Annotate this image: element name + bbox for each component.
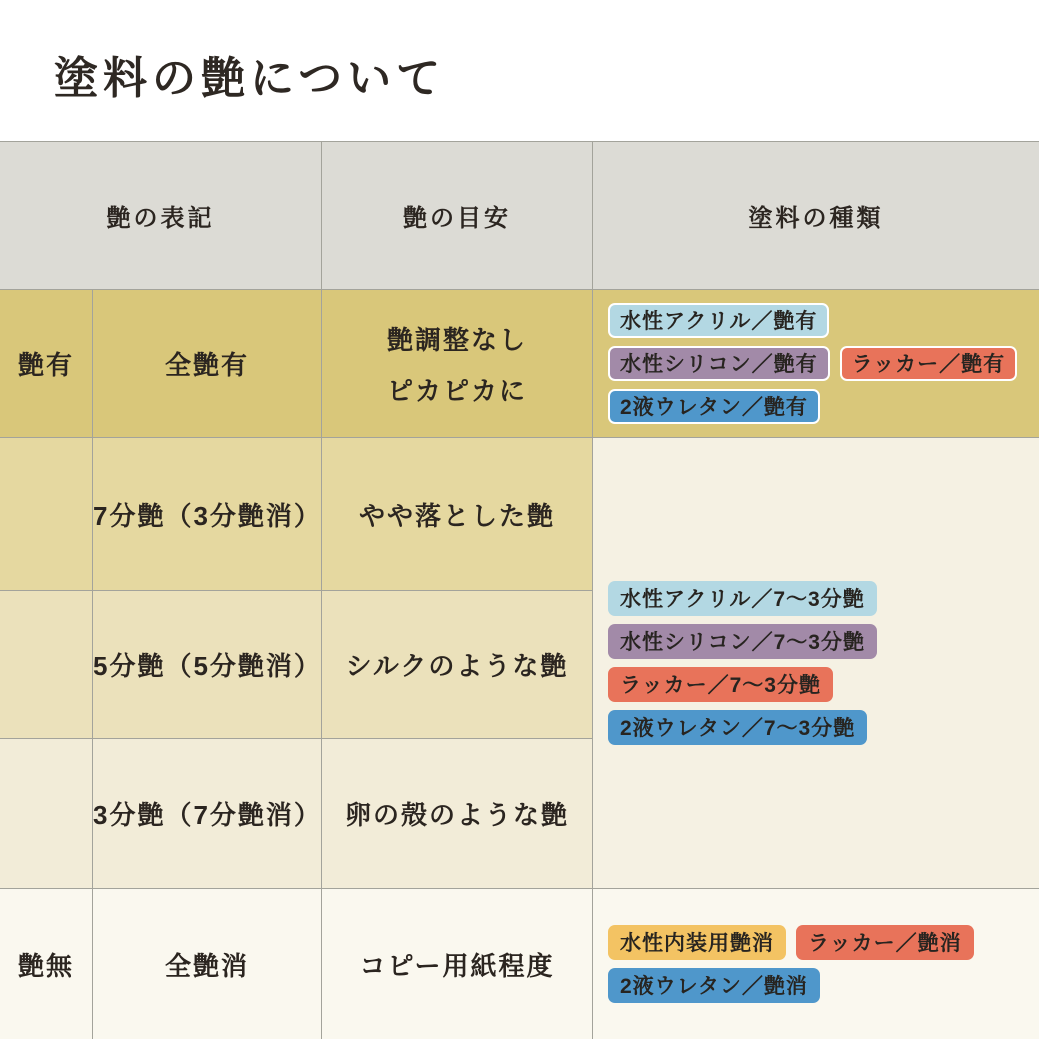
cell-badges-matte xyxy=(593,889,1039,1039)
paint-badge-acrylic-glossy: 水性アクリル／艶有 xyxy=(608,303,829,338)
cell-guide-full-gloss xyxy=(322,290,592,437)
cell-group-empty-2 xyxy=(0,591,92,738)
cell-notation-5bu: 5分艶（5分艶消） xyxy=(93,591,321,738)
guide-line-1: 艶調整なし xyxy=(386,324,527,355)
cell-notation-full-gloss: 全艶有 xyxy=(93,290,321,437)
paint-badge-silicone-semi: 水性シリコン／7～3分艶 xyxy=(608,624,877,659)
cell-badges-semi-gloss xyxy=(593,438,1039,888)
title-area xyxy=(0,0,1039,141)
cell-group-matte: 艶無 xyxy=(0,889,92,1039)
cell-guide-7bu: やや落とした艶 xyxy=(322,438,592,590)
cell-notation-3bu: 3分艶（7分艶消） xyxy=(93,739,321,888)
paint-badge-urethane-glossy: 2液ウレタン／艶有 xyxy=(608,389,820,424)
cell-notation-7bu: 7分艶（3分艶消） xyxy=(93,438,321,590)
paint-badge-lacquer-glossy: ラッカー／艶有 xyxy=(840,346,1018,381)
paint-badge-lacquer-matte: ラッカー／艶消 xyxy=(796,925,974,960)
guide-line-2: ピカピカに xyxy=(386,375,527,406)
cell-notation-full-matte: 全艶消 xyxy=(93,889,321,1039)
cell-group-empty-3 xyxy=(0,739,92,888)
header-gloss-guide: 艶の目安 xyxy=(322,142,592,289)
paint-badge-interior-matte: 水性内装用艶消 xyxy=(608,925,786,960)
cell-guide-3bu: 卵の殻のような艶 xyxy=(322,739,592,888)
paint-badge-acrylic-semi: 水性アクリル／7～3分艶 xyxy=(608,581,877,616)
paint-badge-lacquer-semi: ラッカー／7～3分艶 xyxy=(608,667,833,702)
cell-guide-5bu: シルクのような艶 xyxy=(322,591,592,738)
page-title: 塗料の艶について xyxy=(54,54,446,103)
cell-group-glossy: 艶有 xyxy=(0,290,92,437)
header-paint-types: 塗料の種類 xyxy=(593,142,1039,289)
cell-guide-full-matte: コピー用紙程度 xyxy=(322,889,592,1039)
header-gloss-notation: 艶の表記 xyxy=(0,142,321,289)
cell-badges-glossy xyxy=(593,290,1039,437)
gloss-table xyxy=(0,141,1039,1039)
cell-group-empty-1 xyxy=(0,438,92,590)
paint-badge-silicone-glossy: 水性シリコン／艶有 xyxy=(608,346,830,381)
paint-badge-urethane-semi: 2液ウレタン／7～3分艶 xyxy=(608,710,867,745)
paint-badge-urethane-matte: 2液ウレタン／艶消 xyxy=(608,968,820,1003)
